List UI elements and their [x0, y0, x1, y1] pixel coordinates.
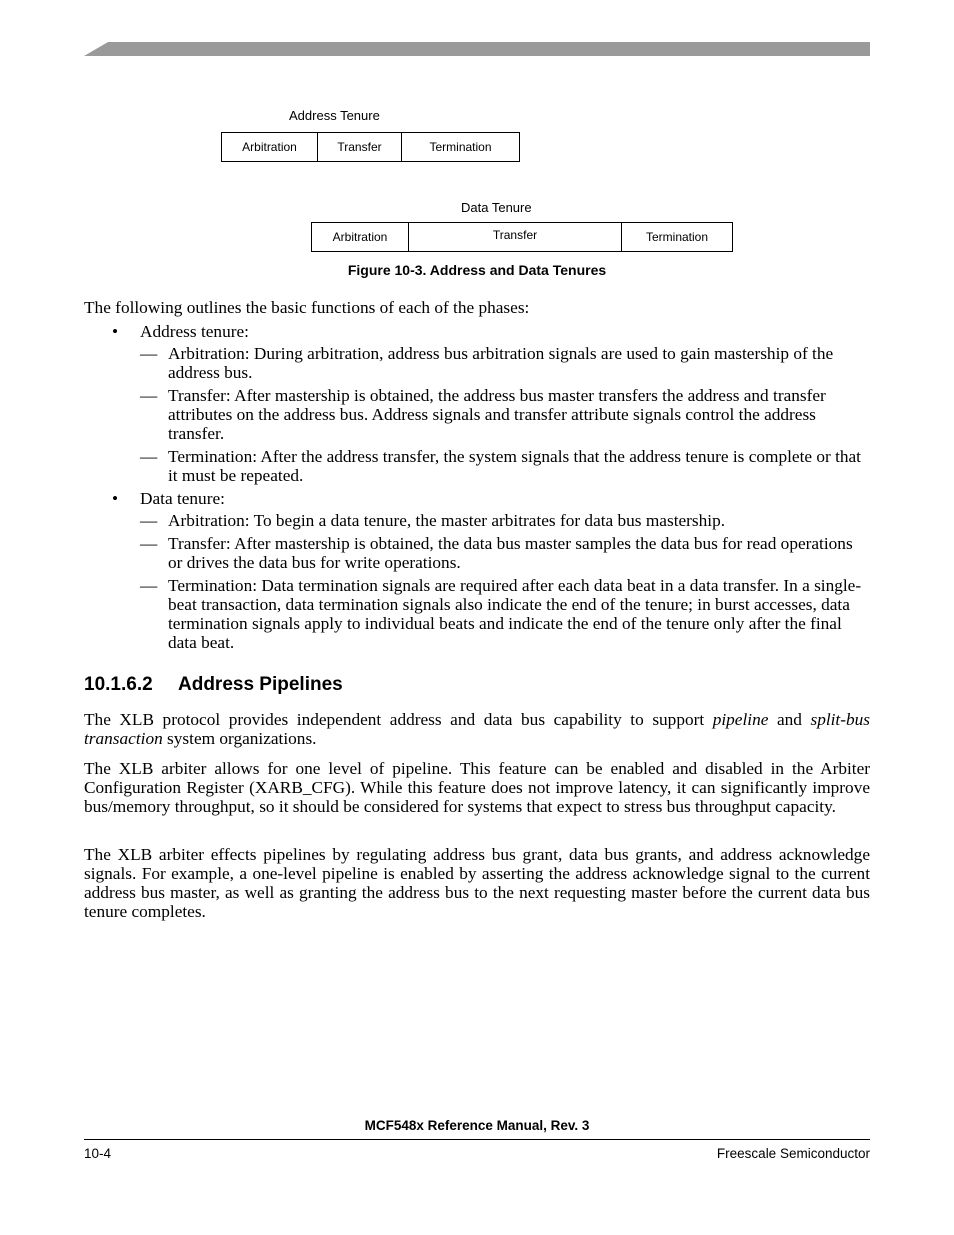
para1-pipeline: pipeline: [712, 710, 769, 729]
dash-mark: —: [140, 511, 158, 530]
list-item-address-tenure: [84, 322, 870, 341]
figure-caption: Figure 10-3. Address and Data Tenures: [347, 262, 607, 278]
section-title: Address Pipelines: [178, 674, 343, 695]
intro-text: The following outlines the basic functions of each of the phases:: [84, 298, 530, 317]
dash-mark: —: [140, 344, 158, 363]
list-item-text: Arbitration: During arbitration, address bus arbitration signals are used to gain mastership of the address bus.: [168, 344, 834, 382]
data-transfer-cell: Transfer: [408, 223, 621, 251]
list-item-data-tenure: [84, 489, 870, 508]
address-tenure-row: [221, 132, 520, 162]
list-item: [84, 576, 870, 652]
para1-mid: and: [768, 710, 811, 729]
dash-mark: —: [140, 447, 158, 466]
list-item: [84, 534, 870, 572]
section-number: 10.1.6.2: [84, 674, 153, 695]
data-tenure-label: Data Tenure: [461, 200, 532, 215]
dash-mark: —: [140, 534, 158, 553]
address-tenure-label: Address Tenure: [289, 108, 380, 123]
header-bar: [84, 42, 870, 56]
bullet-label: Address tenure:: [140, 322, 249, 341]
paragraph-pipeline-level: The XLB arbiter allows for one level of pipeline. This feature can be enabled and disabled in the Arbiter Configuration Register (XARB_CFG). While this feature does not improve latency, it can significantly improve bus/memory throughput, so it should be considered for systems that expect to stress bus throughput capacity.: [84, 759, 870, 816]
list-item: [84, 447, 870, 485]
paragraph-pipeline-support: [84, 710, 870, 748]
bullet-mark: •: [112, 489, 119, 508]
list-item-text: Termination: Data termination signals are required after each data beat in a data transfer. In a single-beat transaction, data termination signals also indicate the end of the tenure; in burst accesses, data termination signals apply to individual beats and indicate the end of the tenure only after the final data beat.: [168, 576, 862, 652]
para1-split-bus: split-bus transaction: [84, 710, 870, 748]
footer-title: MCF548x Reference Manual, Rev. 3: [364, 1118, 590, 1133]
list-item: [84, 511, 870, 530]
section-heading: [84, 674, 343, 696]
list-item-text: Arbitration: To begin a data tenure, the master arbitrates for data bus mastership.: [168, 511, 726, 530]
list-item: [84, 344, 870, 382]
dash-mark: —: [140, 576, 158, 595]
dash-mark: —: [140, 386, 158, 405]
address-transfer-cell: Transfer: [317, 133, 401, 161]
bullet-label: Data tenure:: [140, 489, 225, 508]
data-termination-cell: Termination: [621, 223, 732, 251]
page-number: 10-4: [84, 1146, 112, 1161]
footer-company: Freescale Semiconductor: [716, 1146, 870, 1161]
list-item: [84, 386, 870, 443]
data-arbitration-cell: Arbitration: [332, 230, 388, 244]
address-arbitration-cell: Arbitration: [242, 140, 297, 154]
list-item-text: Transfer: After mastership is obtained, the data bus master samples the data bus for read operations or drives the data bus for write operations.: [168, 534, 853, 572]
address-termination-cell: Termination: [401, 133, 519, 161]
bullet-mark: •: [112, 322, 119, 341]
paragraph-pipeline-effects: The XLB arbiter effects pipelines by regulating address bus grant, data bus grants, and address acknowledge signals. For example, a one-level pipeline is enabled by asserting the address acknowledge signal to the current address bus master, as well as granting the address bus to the next requesting master before the current data bus tenure completes.: [84, 845, 870, 921]
para1-after: system organizations.: [162, 729, 317, 748]
footer-rule: [84, 1139, 870, 1140]
data-tenure-row: [311, 222, 733, 252]
list-item-text: Transfer: After mastership is obtained, the address bus master transfers the address and transfer attributes on the address bus. Address signals and transfer attribute signals control the address transfer.: [168, 386, 826, 443]
para1-before: The XLB protocol provides independent address and data bus capability to support: [84, 710, 713, 729]
list-item-text: Termination: After the address transfer, the system signals that the address tenure is complete or that it must be repeated.: [168, 447, 861, 485]
phase-list: [84, 322, 870, 656]
